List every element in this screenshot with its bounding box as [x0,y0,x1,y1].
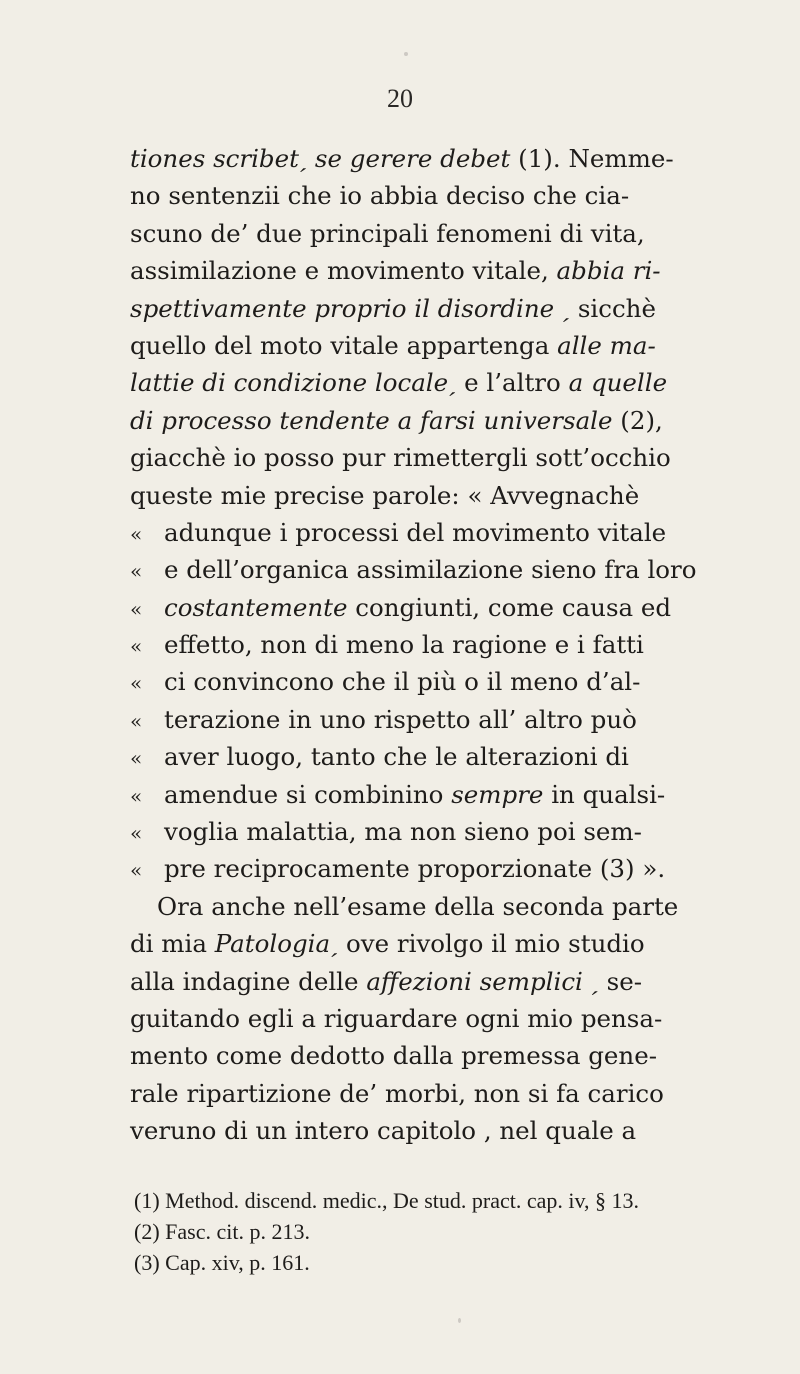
italic-text: alle ma- [557,330,656,360]
quote-mark: « [130,596,143,621]
text-run: adunque i processi del movimento vitale [164,517,667,547]
text-line [130,925,770,962]
text-line [130,1112,770,1149]
text-line [130,327,770,364]
text-line [130,177,770,214]
text-run: effetto, non di meno la ragione e i fatti [164,630,644,660]
text-run: di mia [130,929,215,959]
quote-mark: « [130,634,143,659]
text-run: queste mie precise parole: « Avvegnachè [130,480,640,510]
text-run: se- [598,966,642,996]
quote-mark: « [130,708,143,733]
text-run: e dell’organica assimilazione sieno fra loro [164,555,697,585]
text-line [130,551,770,588]
text-line [130,252,770,289]
text-run: no sentenzii che io abbia deciso che cia- [130,181,630,211]
text-run: rale ripartizione de’ morbi, non si fa carico [130,1078,664,1108]
text-line [130,439,770,476]
italic-text: affezioni semplici ˏ [366,966,599,996]
italic-text: tiones scribet [130,144,299,173]
text-line [130,364,770,401]
paper-speck [404,52,408,56]
footnote: (1) Method. discend. medic., De stud. pract. cap. iv, § 13. [134,1188,640,1213]
italic-text: abbia ri- [556,256,661,286]
text-run: alla indagine delle [130,966,367,996]
text-run: terazione in uno rispetto all’ altro può [164,704,637,734]
text-run: ci convincono che il più o il meno d’al- [164,667,641,697]
text-run: assimilazione e movimento vitale, [130,256,557,286]
text-line [130,589,770,626]
text-line [130,701,770,738]
text-line [130,888,770,925]
italic-text: Patologiaˏ [214,929,339,959]
italic-text: di processo tendente a farsi universale [130,405,613,435]
quote-mark: « [130,671,143,696]
italic-text: costantemente [164,592,348,622]
italic-text: sempre [451,779,544,809]
quote-mark: « [130,783,143,808]
page-number: 20 [387,84,413,113]
text-line [130,402,770,439]
footnotes [134,1185,754,1278]
text-line [130,626,770,663]
text-run: (1). Nemme- [510,144,674,173]
text-run: aver luogo, tanto che le alterazioni di [164,742,629,772]
text-line [130,215,770,252]
text-line [130,813,770,850]
quote-mark: « [130,559,143,584]
paper-speck [458,1318,461,1323]
text-line [130,738,770,775]
text-line [130,140,770,177]
text-run: giacchè io posso pur rimettergli sott’occhio [130,443,671,473]
italic-text: a quelle [568,368,668,398]
text-line [130,1037,770,1074]
text-line [130,514,770,551]
quote-mark: « [130,821,143,846]
text-run: Ora anche nell’esame della seconda parte [157,891,679,921]
quote-mark: « [130,521,143,546]
text-run: voglia malattia, ma non sieno poi sem- [164,817,642,847]
text-run: in qualsi- [543,779,666,809]
text-line [130,1075,770,1112]
text-line [130,663,770,700]
text-run: scuno de’ due principali fenomeni di vita, [130,218,645,248]
text-run: (2), [612,405,663,435]
italic-text: lattie di condizione localeˏ [130,368,457,398]
text-run: sicchè [570,293,656,323]
text-line [130,290,770,327]
text-run: mento come dedotto dalla premessa gene- [130,1041,657,1071]
text-run: amendue si combinino [164,779,452,809]
footnote: (2) Fasc. cit. p. 213. [134,1219,310,1244]
text-run: ove rivolgo il mio studio [338,929,645,959]
text-run: e l’altro [456,368,569,398]
text-run: quello del moto vitale appartenga [130,330,558,360]
italic-text: ˏ se gerere debet [298,144,511,173]
text-line [130,850,770,887]
italic-text: spettivamente proprio il disordine ˏ [130,293,571,323]
footnote: (3) Cap. xiv, p. 161. [134,1250,310,1275]
text-line [130,776,770,813]
body-text [130,140,770,1150]
text-line [130,1000,770,1037]
text-run: veruno di un intero capitolo , nel quale a [130,1116,637,1146]
quote-mark: « [130,858,143,883]
text-run: congiunti, come causa ed [347,592,672,622]
quote-mark: « [130,746,143,771]
text-line [130,477,770,514]
text-run: guitando egli a riguardare ogni mio pensa- [130,1003,663,1033]
text-run: pre reciprocamente proporzionate (3) ». [164,854,666,884]
text-line [130,963,770,1000]
